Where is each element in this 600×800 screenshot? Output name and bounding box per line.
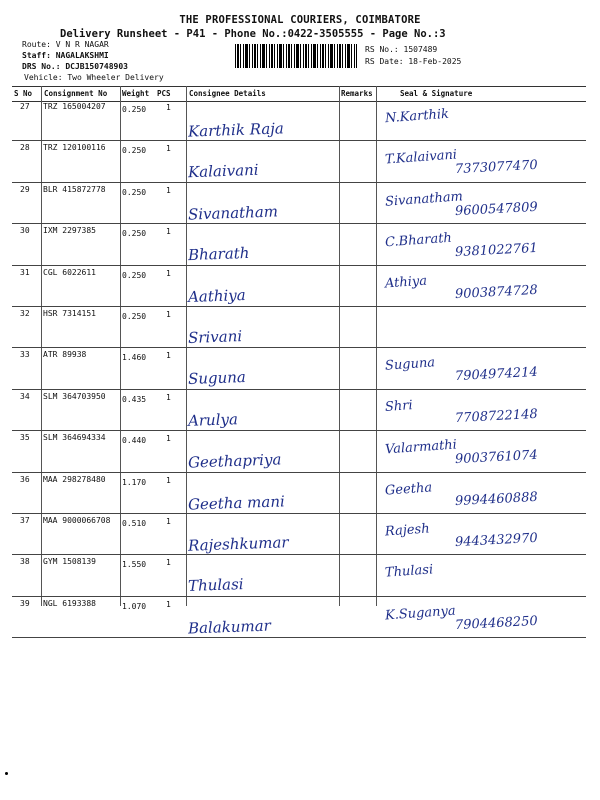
row-signature: Valarmathi bbox=[384, 437, 458, 458]
row-signature: Suguna bbox=[384, 355, 436, 375]
row-signature: Shri bbox=[384, 397, 414, 415]
row-weight: 0.250 bbox=[122, 312, 147, 321]
row-signature: Sivanatham bbox=[384, 189, 464, 210]
row-sno: 36 bbox=[20, 474, 30, 484]
row-consignee-name: Geetha mani bbox=[187, 491, 286, 514]
row-phone: 9003874728 bbox=[454, 282, 539, 302]
row-consignment: SLM 364703950 bbox=[43, 391, 106, 401]
row-consignment: NGL 6193388 bbox=[43, 598, 96, 608]
row-pcs: 1 bbox=[166, 268, 171, 278]
row-sno: 28 bbox=[20, 143, 30, 153]
row-pcs: 1 bbox=[166, 517, 171, 526]
row-pcs: 1 bbox=[166, 392, 171, 402]
row-sno: 33 bbox=[20, 350, 30, 360]
row-weight: 1.460 bbox=[122, 353, 147, 363]
row-divider bbox=[12, 265, 586, 266]
row-phone: 9443432970 bbox=[454, 530, 539, 551]
row-sno: 37 bbox=[20, 516, 30, 525]
row-signature: K.Suganya bbox=[384, 603, 457, 624]
row-divider bbox=[12, 472, 586, 473]
row-sno: 30 bbox=[20, 226, 30, 236]
row-phone: 7373077470 bbox=[454, 158, 539, 178]
row-weight: 0.250 bbox=[122, 105, 147, 114]
row-consignee-name: Arulya bbox=[187, 409, 239, 430]
row-signature: Athiya bbox=[384, 273, 428, 292]
row-consignment: CGL 6022611 bbox=[43, 267, 96, 277]
row-pcs: 1 bbox=[166, 558, 171, 568]
row-signature: N.Karthik bbox=[384, 106, 450, 127]
row-consignment: TRZ 120100116 bbox=[43, 143, 106, 153]
row-divider bbox=[12, 637, 586, 638]
col-seal: Seal & Signature bbox=[400, 89, 473, 98]
row-weight: 1.070 bbox=[122, 601, 147, 611]
row-phone: 9381022761 bbox=[454, 241, 539, 261]
row-consignment: HSR 7314151 bbox=[43, 309, 96, 318]
row-signature: C.Bharath bbox=[384, 230, 453, 251]
row-signature: Thulasi bbox=[384, 562, 434, 582]
runsheet-title: Delivery Runsheet - P41 - Phone No.:0422-3505555 - Page No.:3 bbox=[60, 28, 446, 40]
row-weight: 0.435 bbox=[122, 394, 147, 404]
row-consignee-name: Rajeshkumar bbox=[187, 533, 289, 555]
row-divider bbox=[12, 513, 586, 514]
row-pcs: 1 bbox=[166, 599, 171, 609]
row-sno: 27 bbox=[20, 102, 30, 111]
col-sno: S No bbox=[14, 89, 33, 98]
row-weight: 0.440 bbox=[122, 436, 147, 446]
row-weight: 0.510 bbox=[122, 519, 147, 528]
row-consignee-name: Balakumar bbox=[187, 616, 272, 638]
row-divider bbox=[12, 140, 586, 141]
row-consignee-name: Sivanatham bbox=[187, 202, 279, 224]
col-divider bbox=[41, 86, 42, 606]
row-pcs: 1 bbox=[166, 185, 171, 195]
row-divider bbox=[12, 554, 586, 555]
row-pcs: 1 bbox=[166, 434, 171, 444]
row-signature: T.Kalaivani bbox=[384, 147, 458, 168]
row-consignee-name: Aathiya bbox=[187, 285, 246, 306]
row-consignment: GYM 1508139 bbox=[43, 557, 96, 567]
row-consignee-name: Suguna bbox=[187, 368, 247, 389]
row-weight: 0.250 bbox=[122, 229, 147, 239]
table-header bbox=[12, 86, 586, 102]
row-divider bbox=[12, 306, 586, 307]
row-pcs: 1 bbox=[166, 227, 171, 237]
col-divider bbox=[120, 86, 121, 606]
row-weight: 0.250 bbox=[122, 146, 147, 156]
row-divider bbox=[12, 430, 586, 431]
rs-date: RS Date: 18-Feb-2025 bbox=[365, 57, 462, 66]
drs-label: DRS No.: DCJB150748903 bbox=[22, 62, 128, 71]
row-consignment: TRZ 165004207 bbox=[43, 102, 106, 111]
row-pcs: 1 bbox=[166, 475, 171, 485]
row-divider bbox=[12, 389, 586, 390]
row-consignee-name: Bharath bbox=[187, 244, 250, 265]
row-weight: 0.250 bbox=[122, 270, 147, 280]
row-consignment: SLM 364694334 bbox=[43, 433, 106, 443]
row-phone: 9994460888 bbox=[454, 489, 539, 509]
row-sno: 31 bbox=[20, 267, 30, 277]
row-divider bbox=[12, 596, 586, 597]
vehicle-label: Vehicle: Two Wheeler Delivery bbox=[24, 73, 164, 82]
row-pcs: 1 bbox=[166, 310, 171, 319]
row-consignee-name: Geethapriya bbox=[187, 450, 282, 472]
row-consignee-name: Srivani bbox=[187, 327, 243, 347]
stray-mark bbox=[5, 772, 8, 775]
row-phone: 7904974214 bbox=[454, 365, 539, 385]
row-weight: 1.170 bbox=[122, 477, 147, 487]
row-consignee-name: Kalaivani bbox=[187, 161, 259, 182]
row-sno: 39 bbox=[20, 598, 30, 608]
row-weight: 1.550 bbox=[122, 560, 147, 570]
row-sno: 29 bbox=[20, 184, 30, 194]
col-divider bbox=[339, 86, 340, 606]
row-sno: 34 bbox=[20, 391, 30, 401]
row-consignment: MAA 298278480 bbox=[43, 474, 106, 484]
row-consignee-name: Thulasi bbox=[187, 575, 244, 596]
row-consignment: ATR 89938 bbox=[43, 350, 87, 360]
col-consignee: Consignee Details bbox=[189, 89, 266, 98]
row-phone: 9600547809 bbox=[454, 199, 539, 219]
row-phone: 7904468250 bbox=[454, 613, 539, 633]
row-divider bbox=[12, 347, 586, 348]
staff-label: Staff: NAGALAKSHMI bbox=[22, 51, 109, 60]
col-consignment: Consignment No bbox=[44, 89, 108, 98]
row-sno: 38 bbox=[20, 557, 30, 567]
col-remarks: Remarks bbox=[341, 89, 373, 98]
col-pcs: PCS bbox=[157, 89, 171, 98]
barcode bbox=[235, 44, 357, 68]
col-weight: Weight bbox=[122, 89, 150, 98]
row-consignment: IXM 2297385 bbox=[43, 226, 96, 236]
row-pcs: 1 bbox=[166, 103, 171, 112]
row-consignee-name: Karthik Raja bbox=[187, 119, 285, 141]
row-weight: 0.250 bbox=[122, 187, 147, 197]
row-phone: 7708722148 bbox=[454, 406, 539, 426]
row-signature: Rajesh bbox=[384, 521, 431, 540]
route-label: Route: V N R NAGAR bbox=[22, 40, 109, 49]
row-phone: 9003761074 bbox=[454, 448, 539, 468]
col-divider bbox=[376, 86, 377, 606]
row-consignment: MAA 9000066708 bbox=[43, 516, 111, 525]
row-sno: 35 bbox=[20, 433, 30, 443]
row-sno: 32 bbox=[20, 309, 30, 318]
row-pcs: 1 bbox=[166, 351, 171, 361]
company-title: THE PROFESSIONAL COURIERS, COIMBATORE bbox=[179, 14, 421, 26]
row-divider bbox=[12, 223, 586, 224]
row-divider bbox=[12, 182, 586, 183]
rs-number: RS No.: 1507489 bbox=[365, 45, 438, 54]
row-signature: Geetha bbox=[384, 479, 433, 499]
row-consignment: BLR 415872778 bbox=[43, 184, 106, 194]
row-pcs: 1 bbox=[166, 144, 171, 154]
